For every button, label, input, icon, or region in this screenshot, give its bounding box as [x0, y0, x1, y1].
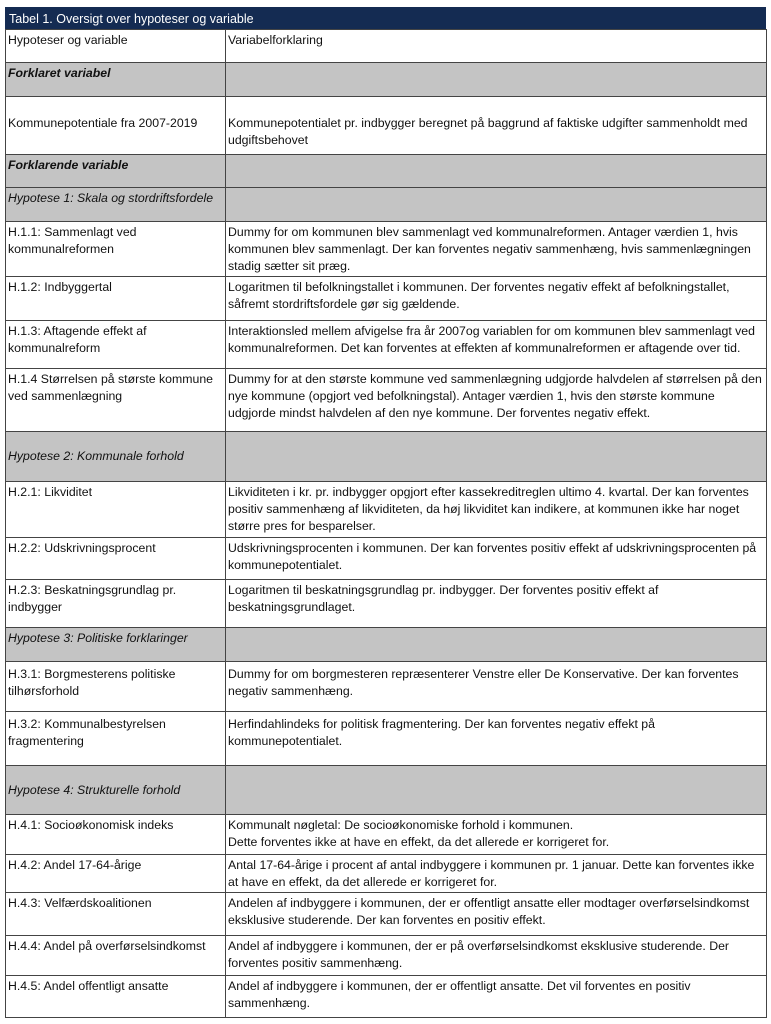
hypothesis-label: Hypotese 2: Kommunale forhold — [6, 432, 226, 482]
variable-cell: H.1.1: Sammenlagt ved kommunalreformen — [6, 222, 226, 277]
variable-cell: Kommunepotentiale fra 2007-2019 — [6, 97, 226, 155]
hypothesis-label: Hypotese 4: Strukturelle forhold — [6, 766, 226, 815]
explanation-cell: Andel af indbyggere i kommunen, der er offentligt ansatte. Det vil forventes en positiv sammenhæng. — [226, 976, 767, 1018]
table-row — [6, 712, 767, 766]
hypothesis-row-4 — [6, 766, 767, 815]
table-row — [6, 855, 767, 893]
explanation-cell: Logaritmen til befolkningstallet i kommunen. Der forventes negativ effekt af befolkningstallet, såfremt stordriftsfordele gør sig gældende. — [226, 277, 767, 321]
explanation-cell: Dummy for at den største kommune ved sammenlægning udgjorde halvdelen af størrelsen på den nye kommune (opgjort ved befolkningstal). Antager værdien 1, hvis den største kommune udgjorde mindst halvdelen af den nye kommune. Der forventes negativ effekt. — [226, 369, 767, 432]
variable-cell: H.4.3: Velfærdskoalitionen — [6, 893, 226, 936]
explanation-cell: Andelen af indbyggere i kommunen, der er offentligt ansatte eller modtager overførselsindkomst eksklusive studerende. Der kan forventes en positiv effekt. — [226, 893, 767, 936]
explanation-line: Kommunalt nøgletal: De socioøkonomiske forhold i kommunen. — [228, 818, 574, 832]
explanation-cell: Antal 17-64-årige i procent af antal indbyggere i kommunen pr. 1 januar. Dette kan forventes ikke at have en effekt, da det allerede er korrigeret for. — [226, 855, 767, 893]
variable-cell: H.2.1: Likviditet — [6, 482, 226, 538]
variable-cell: H.4.2: Andel 17-64-årige — [6, 855, 226, 893]
header-col-explanation: Variabelforklaring — [226, 30, 767, 63]
table-row — [6, 893, 767, 936]
table-row — [6, 815, 767, 855]
explanation-cell: Interaktionsled mellem afvigelse fra år 2007og variablen for om kommunen blev sammenlagt ved kommunalreformen. Det kan forventes at effekten af kommunalreformen er aftagende over tid. — [226, 321, 767, 369]
explanation-cell: Andel af indbyggere i kommunen, der er på overførselsindkomst eksklusive studerende. Der forventes positiv sammenhæng. — [226, 936, 767, 976]
header-col-variables: Hypoteser og variable — [6, 30, 226, 63]
table-row — [6, 538, 767, 580]
variable-cell: H.4.4: Andel på overførselsindkomst — [6, 936, 226, 976]
section-label: Forklaret variabel — [6, 63, 226, 97]
hypothesis-empty-cell — [226, 188, 767, 222]
section-empty-cell — [226, 63, 767, 97]
variable-cell: H.2.3: Beskatningsgrundlag pr. indbygger — [6, 580, 226, 628]
hypothesis-row-3 — [6, 628, 767, 662]
table-row — [6, 369, 767, 432]
table-row — [6, 222, 767, 277]
section-row-explanatory — [6, 155, 767, 188]
variable-cell: H.1.3: Aftagende effekt af kommunalreform — [6, 321, 226, 369]
section-empty-cell — [226, 155, 767, 188]
table-row — [6, 936, 767, 976]
hypothesis-empty-cell — [226, 628, 767, 662]
table-row — [6, 277, 767, 321]
table-row — [6, 321, 767, 369]
section-row-explained — [6, 63, 767, 97]
table-title: Tabel 1. Oversigt over hypoteser og variable — [5, 7, 766, 29]
explanation-line: Dette forventes ikke at have en effekt, da det allerede er korrigeret for. — [228, 835, 610, 849]
table-body — [5, 29, 767, 1018]
table-row — [6, 976, 767, 1018]
variable-cell: H.4.5: Andel offentligt ansatte — [6, 976, 226, 1018]
variable-cell: H.3.2: Kommunalbestyrelsen fragmentering — [6, 712, 226, 766]
table-header-row — [6, 30, 767, 63]
variable-cell: H.1.2: Indbyggertal — [6, 277, 226, 321]
explanation-cell: Dummy for om borgmesteren repræsenterer Venstre eller De Konservative. Der kan forventes negativ sammenhæng. — [226, 662, 767, 712]
explanation-cell: Likviditeten i kr. pr. indbygger opgjort efter kassekreditreglen ultimo 4. kvartal. Der kan forventes positiv sammenhæng af likviditeten, da høj likviditet kan indikere, at kommunen ikke har noget større pres for besparelser. — [226, 482, 767, 538]
hypothesis-label: Hypotese 3: Politiske forklaringer — [6, 628, 226, 662]
explanation-cell: Logaritmen til beskatningsgrundlag pr. indbygger. Der forventes positiv effekt af beskatningsgrundlaget. — [226, 580, 767, 628]
explanation-cell: Kommunepotentialet pr. indbygger beregnet på baggrund af faktiske udgifter sammenholdt med udgiftsbehovet — [226, 97, 767, 155]
explanation-cell: Dummy for om kommunen blev sammenlagt ved kommunalreformen. Antager værdien 1, hvis kommunen blev sammenlagt. Der kan forventes negativ sammenhæng, hvis sammenlægningen stadig sætter sit præg. — [226, 222, 767, 277]
table-row — [6, 482, 767, 538]
hypotheses-table — [5, 7, 766, 1018]
hypothesis-row-2 — [6, 432, 767, 482]
variable-cell: H.3.1: Borgmesterens politiske tilhørsforhold — [6, 662, 226, 712]
table-row — [6, 662, 767, 712]
table-row — [6, 97, 767, 155]
hypothesis-empty-cell — [226, 766, 767, 815]
variable-cell: H.2.2: Udskrivningsprocent — [6, 538, 226, 580]
section-label: Forklarende variable — [6, 155, 226, 188]
variable-cell: H.1.4 Størrelsen på største kommune ved sammenlægning — [6, 369, 226, 432]
hypothesis-empty-cell — [226, 432, 767, 482]
hypothesis-label: Hypotese 1: Skala og stordriftsfordele — [6, 188, 226, 222]
hypothesis-row-1 — [6, 188, 767, 222]
explanation-cell: Udskrivningsprocenten i kommunen. Der kan forventes positiv effekt af udskrivningsprocenten på kommunepotentialet. — [226, 538, 767, 580]
explanation-cell: Herfindahlindeks for politisk fragmentering. Der kan forventes negativ effekt på kommunepotentialet. — [226, 712, 767, 766]
variable-cell: H.4.1: Socioøkonomisk indeks — [6, 815, 226, 855]
table-row — [6, 580, 767, 628]
explanation-cell — [226, 815, 767, 855]
